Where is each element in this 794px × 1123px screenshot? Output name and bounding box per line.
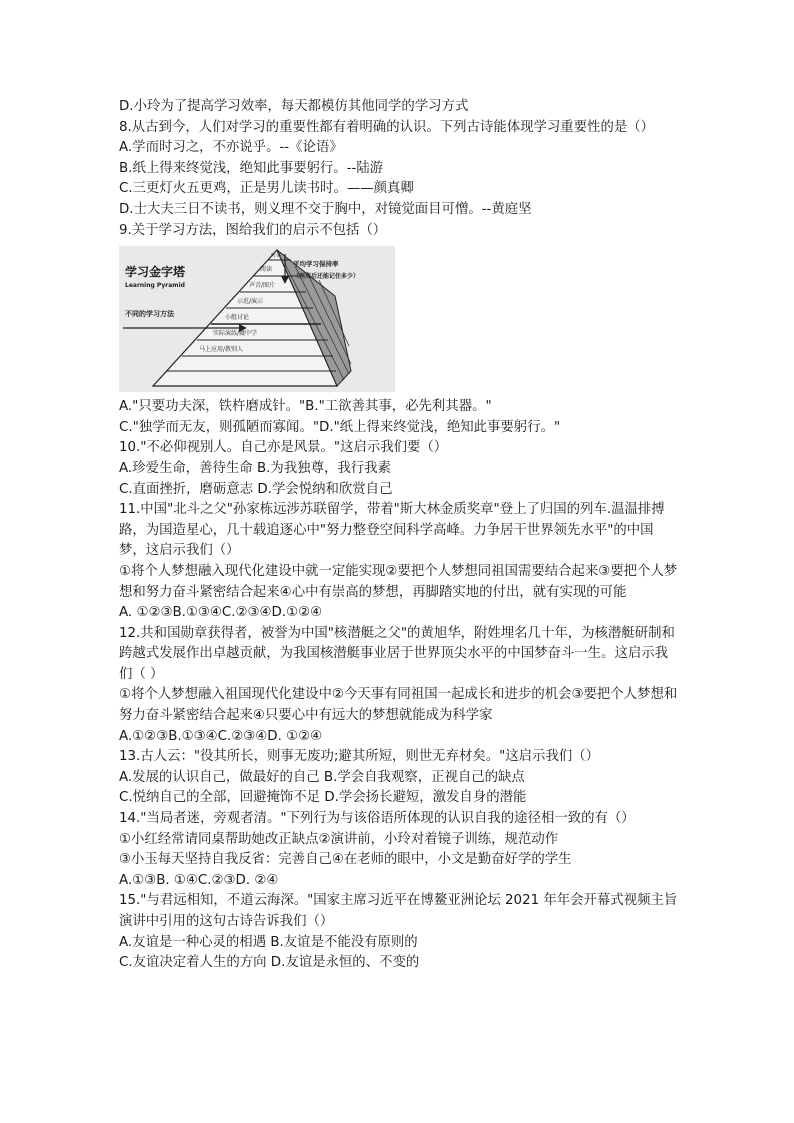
question-8-option-d: D.士大夫三日不读书，则义理不交于胸中，对镜觉面目可憎。--黄庭坚: [119, 201, 532, 217]
pyramid-layer-label: 示范/演示: [237, 298, 264, 306]
figure-right-label-2: （两周后还能记住多少）: [293, 273, 360, 281]
question-10-stem: 10."不必仰视别人。自己亦是风景。"这启示我们要（）: [119, 440, 448, 456]
question-12-stem: 12.共和国勋章获得者，被誉为中国"核潜艇之父"的黄旭华，附姓埋名几十年，为核潜艇研制和跨越式发展作出卓越贡献，为我国核潜艇事业居于世界顶尖水平的中国梦奋斗一生。这启示我们（ ）: [119, 625, 675, 682]
question-10-options-cd: C.直面挫折，磨砺意志 D.学会悦纳和欣赏自己: [119, 481, 393, 497]
pyramid-layer-label: 声音/图片: [249, 282, 276, 290]
learning-pyramid-diagram: [119, 246, 395, 392]
question-12-statements: ①将个人梦想融入祖国现代化建设中②今天事有同祖国一起成长和进步的机会③要把个人梦想和努力奋斗紧密结合起来④只要心中有远大的梦想就能成为科学家: [119, 687, 678, 724]
question-13-options-cd: C.悦纳自己的全部，回避掩饰不足 D.学会扬长避短，激发自身的潜能: [119, 790, 527, 806]
question-8-option-b: B.纸上得来终觉浅，绝知此事要躬行。--陆游: [119, 160, 384, 176]
question-8-option-a: A.学而时习之，不亦说乎。--《论语》: [119, 140, 343, 156]
question-15-stem: 15."与君远相知，不道云海深。"国家主席习近平在博鳌亚洲论坛 2021 年年会开幕式视频主旨演讲中引用的这句古诗告诉我们（）: [119, 893, 678, 929]
question-14-stem: 14."当局者迷，旁观者清。"下列行为与该俗语所体现的认识自我的途径相一致的有（）: [119, 811, 635, 827]
pyramid-layer-label: 听讲: [271, 253, 282, 260]
question-9-options-ab: A."只要功夫深，铁杵磨成针。"B."工欲善其事，必先利其器。": [119, 399, 492, 415]
pyramid-layer-label: 阅读: [260, 266, 273, 274]
question-14-answers: A.①③B. ①④C.②③D. ②④: [119, 872, 279, 888]
pyramid-layer-label: 小组讨论: [225, 314, 250, 322]
question-14-statements-34: ③小玉每天坚持自我反省：完善自己④在老师的眼中，小文是勤奋好学的学生: [119, 852, 572, 868]
figure-left-label: 不同的学习方法: [125, 310, 174, 319]
question-10-options-ab: A.珍爱生命，善待生命 B.为我独尊，我行我素: [119, 460, 391, 476]
question-12-answers: A.①②③B.①③④C.②③④D. ①②④: [119, 728, 323, 744]
question-15-options-cd: C.友谊决定着人生的方向 D.友谊是永恒的、不变的: [119, 955, 420, 971]
question-11-statements: ①将个人梦想融入现代化建设中就一定能实现②要把个人梦想同祖国需要结合起来③要把个人梦想和努力奋斗紧密结合起来④心中有崇高的梦想，再脚踏实地的付出，就有实现的可能: [119, 563, 678, 600]
question-14-statements-12: ①小红经常请同桌帮助她改正缺点②演讲前，小玲对着镜子训练，规范动作: [119, 831, 559, 847]
learning-pyramid-figure: [119, 246, 395, 392]
question-15-options-ab: A.友谊是一种心灵的相遇 B.友谊是不能没有原则的: [119, 934, 418, 950]
question-8-option-c: C.三更灯火五更鸡，正是男儿读书时。——颜真卿: [119, 181, 414, 197]
pyramid-layer-label: 实际演练/做中学: [213, 330, 258, 338]
question-8-stem: 8.从古到今，人们对学习的重要性都有着明确的认识。下列古诗能体现学习重要性的是（）: [119, 119, 655, 135]
question-13-stem: 13.古人云："役其所长，则事无废功;避其所短，则世无弃材矣。"这启示我们（）: [119, 749, 600, 765]
exam-content: [119, 97, 679, 974]
figure-subtitle: Learning Pyramid: [125, 282, 185, 290]
figure-right-label-1: 平均学习保持率: [293, 260, 339, 269]
question-9-options-cd: C."独学而无友，则孤陋而寡闻。"D."纸上得来终觉浅，绝知此事要躬行。": [119, 419, 561, 435]
question-13-options-ab: A.发展的认识自己，做最好的自己 B.学会自我观察，正视自己的缺点: [119, 769, 525, 785]
question-11-answers: A. ①②③B.①③④C.②③④D.①②④: [119, 605, 323, 621]
pyramid-layer-label: 马上应用/教别人: [199, 346, 244, 354]
figure-title: 学习金字塔: [125, 265, 186, 280]
question-11-stem: 11.中国"北斗之父"孙家栋远涉苏联留学，带着"斯大林金质奖章"登上了归国的列车.温温排搏路，为国造星心，几十载追逐心中"努力整登空间科学高峰。力争居干世界领先水平"的中国梦，这启示我们（）: [119, 502, 665, 559]
question-9-stem: 9.关于学习方法，图给我们的启示不包括（）: [119, 222, 387, 238]
text-line: D.小玲为了提高学习效率，每天都模仿其他同学的学习方式: [119, 99, 469, 114]
